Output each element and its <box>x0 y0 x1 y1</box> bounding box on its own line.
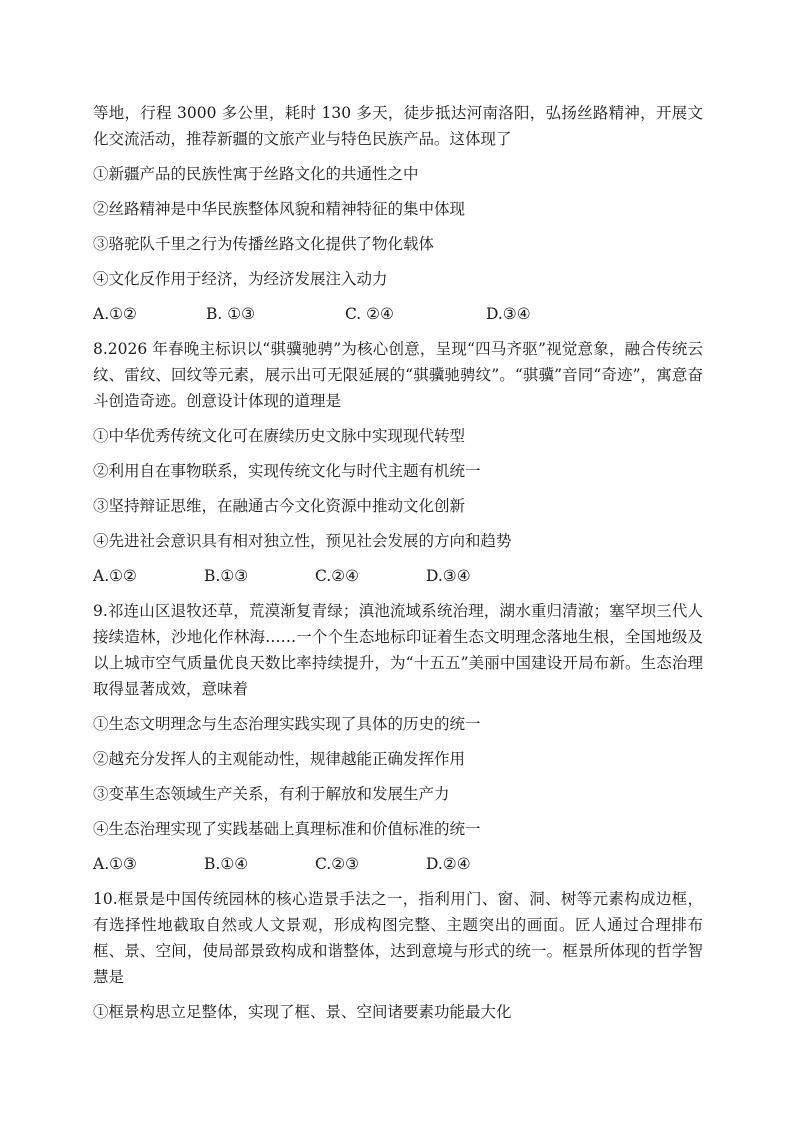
question-7 <box>93 100 703 327</box>
question-7-choices <box>93 301 703 327</box>
choice-d: D.②④ <box>426 855 471 873</box>
choice-b: B.①④ <box>204 855 249 873</box>
choice-c: C.②④ <box>315 567 360 585</box>
choice-b: B.①③ <box>204 567 249 585</box>
question-10-stem: 10.框景是中国传统园林的核心造景手法之一，指利用门、窗、洞、树等元素构成边框，有选择性地截取自然或人文景观，形成构图完整、主题突出的画面。匠人通过合理排布框、景、空间，使局部景致构成和谐整体，达到意境与形式的统一。框景所体现的哲学智慧是 <box>93 890 703 986</box>
question-9-stem: 9.祁连山区退牧还草，荒漠渐复青绿；滇池流域系统治理，湖水重归清澈；塞罕坝三代人接续造林，沙地化作林海……一个个生态地标印证着生态文明理念落地生根，全国地级及以上城市空气质量优良天数比率持续提升，为“十五五”美丽中国建设开局布新。生态治理取得显著成效，意味着 <box>93 602 703 698</box>
question-9-choices <box>93 851 703 877</box>
question-8-option-3: ③坚持辩证思维，在融通古今文化资源中推动文化创新 <box>93 497 466 515</box>
question-9 <box>93 598 703 877</box>
choice-d: D.③④ <box>486 305 531 323</box>
question-7-option-3: ③骆驼队千里之行为传播丝路文化提供了物化载体 <box>93 235 435 253</box>
choice-b: B. ①③ <box>206 305 256 323</box>
question-10 <box>93 886 703 1025</box>
choice-a: A.①② <box>93 567 137 585</box>
choice-a: A.①② <box>93 305 137 323</box>
question-9-option-1: ①生态文明理念与生态治理实践实现了具体的历史的统一 <box>93 715 481 733</box>
choice-c: C.②③ <box>315 855 360 873</box>
question-8-option-4: ④先进社会意识具有相对独立性，预见社会发展的方向和趋势 <box>93 532 512 550</box>
question-9-option-2: ②越充分发挥人的主观能动性，规律越能正确发挥作用 <box>93 750 466 768</box>
question-8-option-2: ②利用自在事物联系，实现传统文化与时代主题有机统一 <box>93 462 481 480</box>
choice-d: D.③④ <box>426 567 471 585</box>
choice-c: C. ②④ <box>345 305 394 323</box>
question-8-option-1: ①中华优秀传统文化可在赓续历史文脉中实现现代转型 <box>93 427 466 445</box>
question-7-option-2: ②丝路精神是中华民族整体风貌和精神特征的集中体现 <box>93 200 466 218</box>
question-8-stem: 8.2026 年春晚主标识以“骐骥驰骋”为核心创意，呈现“四马齐驱”视觉意象，融合传统云纹、雷纹、回纹等元素，展示出可无限延展的“骐骥驰骋纹”。“骐骥”音同“奇迹”，寓意奋斗创造奇迹。创意设计体现的道理是 <box>93 340 703 410</box>
question-10-option-1: ①框景构思立足整体，实现了框、景、空间诸要素功能最大化 <box>93 1003 512 1021</box>
question-8 <box>93 336 703 589</box>
question-9-option-3: ③变革生态领域生产关系，有利于解放和发展生产力 <box>93 785 450 803</box>
question-7-stem: 等地，行程 3000 多公里，耗时 130 多天，徒步抵达河南洛阳，弘扬丝路精神，开展文化交流活动，推荐新疆的文旅产业与特色民族产品。这体现了 <box>93 104 703 148</box>
question-7-option-1: ①新疆产品的民族性寓于丝路文化的共通性之中 <box>93 165 419 183</box>
question-8-choices <box>93 563 703 589</box>
question-9-option-4: ④生态治理实现了实践基础上真理标准和价值标准的统一 <box>93 820 481 838</box>
exam-page <box>93 100 703 1034</box>
choice-a: A.①③ <box>93 855 137 873</box>
question-7-option-4: ④文化反作用于经济，为经济发展注入动力 <box>93 270 388 288</box>
